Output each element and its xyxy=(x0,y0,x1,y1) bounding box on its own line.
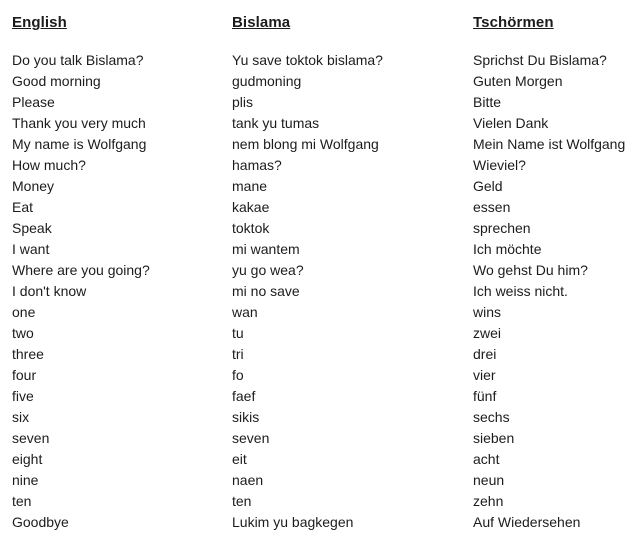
table-cell: I don't know xyxy=(12,283,87,299)
table-cell: Auf Wiedersehen xyxy=(473,514,581,530)
table-cell: zehn xyxy=(473,493,504,509)
column-english xyxy=(12,12,232,541)
table-cell: sikis xyxy=(232,409,260,425)
table-cell: seven xyxy=(12,430,50,446)
table-cell: tank yu tumas xyxy=(232,115,320,131)
column-cells-tschormen xyxy=(473,50,640,533)
table-cell: six xyxy=(12,409,30,425)
table-cell: one xyxy=(12,304,36,320)
table-cell: essen xyxy=(473,199,511,215)
column-tschormen xyxy=(473,12,640,541)
table-cell: two xyxy=(12,325,34,341)
table-cell: Eat xyxy=(12,199,34,215)
table-cell: Ich möchte xyxy=(473,241,542,257)
table-cell: hamas? xyxy=(232,157,282,173)
table-cell: toktok xyxy=(232,220,270,236)
table-cell: ten xyxy=(232,493,252,509)
table-cell: sechs xyxy=(473,409,510,425)
table-cell: yu go wea? xyxy=(232,262,304,278)
column-bislama xyxy=(232,12,473,541)
column-cells-english xyxy=(12,50,232,533)
table-cell: Guten Morgen xyxy=(473,73,563,89)
table-cell: Speak xyxy=(12,220,52,236)
table-cell: eit xyxy=(232,451,247,467)
table-cell: Vielen Dank xyxy=(473,115,549,131)
table-cell: sieben xyxy=(473,430,515,446)
table-cell: How much? xyxy=(12,157,86,173)
table-cell: Wieviel? xyxy=(473,157,526,173)
table-cell: Money xyxy=(12,178,55,194)
table-cell: nem blong mi Wolfgang xyxy=(232,136,379,152)
column-cells-bislama xyxy=(232,50,473,533)
table-cell: Do you talk Bislama? xyxy=(12,52,144,68)
table-cell: mi no save xyxy=(232,283,300,299)
table-cell: acht xyxy=(473,451,500,467)
table-cell: drei xyxy=(473,346,497,362)
table-cell: five xyxy=(12,388,34,404)
table-cell: Please xyxy=(12,94,55,110)
table-cell: three xyxy=(12,346,44,362)
table-cell: plis xyxy=(232,94,254,110)
table-cell: wins xyxy=(473,304,502,320)
table-cell: Thank you very much xyxy=(12,115,146,131)
table-cell: Sprichst Du Bislama? xyxy=(473,52,607,68)
table-cell: nine xyxy=(12,472,39,488)
table-cell: tri xyxy=(232,346,244,362)
table-cell: faef xyxy=(232,388,256,404)
table-cell: gudmoning xyxy=(232,73,302,89)
table-cell: four xyxy=(12,367,37,383)
table-cell: Ich weiss nicht. xyxy=(473,283,568,299)
table-cell: mi wantem xyxy=(232,241,300,257)
table-cell: ten xyxy=(12,493,32,509)
table-cell: fo xyxy=(232,367,244,383)
table-cell: Bitte xyxy=(473,94,502,110)
table-cell: Goodbye xyxy=(12,514,69,530)
table-cell: Where are you going? xyxy=(12,262,150,278)
table-cell: Lukim yu bagkegen xyxy=(232,514,354,530)
column-header-tschormen: Tschörmen xyxy=(473,14,554,31)
table-cell: vier xyxy=(473,367,496,383)
table-cell: fünf xyxy=(473,388,497,404)
table-cell: sprechen xyxy=(473,220,531,236)
table-cell: kakae xyxy=(232,199,270,215)
table-cell: mane xyxy=(232,178,268,194)
table-cell: seven xyxy=(232,430,270,446)
table-cell: I want xyxy=(12,241,50,257)
table-cell: wan xyxy=(232,304,258,320)
column-header-english: English xyxy=(12,14,67,31)
column-header-bislama: Bislama xyxy=(232,14,291,31)
table-cell: naen xyxy=(232,472,264,488)
table-cell: tu xyxy=(232,325,244,341)
table-cell: zwei xyxy=(473,325,502,341)
table-cell: Yu save toktok bislama? xyxy=(232,52,383,68)
table-cell: Mein Name ist Wolfgang xyxy=(473,136,626,152)
table-cell: eight xyxy=(12,451,43,467)
table-cell: Wo gehst Du him? xyxy=(473,262,588,278)
table-cell: neun xyxy=(473,472,505,488)
table-cell: Geld xyxy=(473,178,503,194)
table-cell: Good morning xyxy=(12,73,101,89)
table-cell: My name is Wolfgang xyxy=(12,136,147,152)
